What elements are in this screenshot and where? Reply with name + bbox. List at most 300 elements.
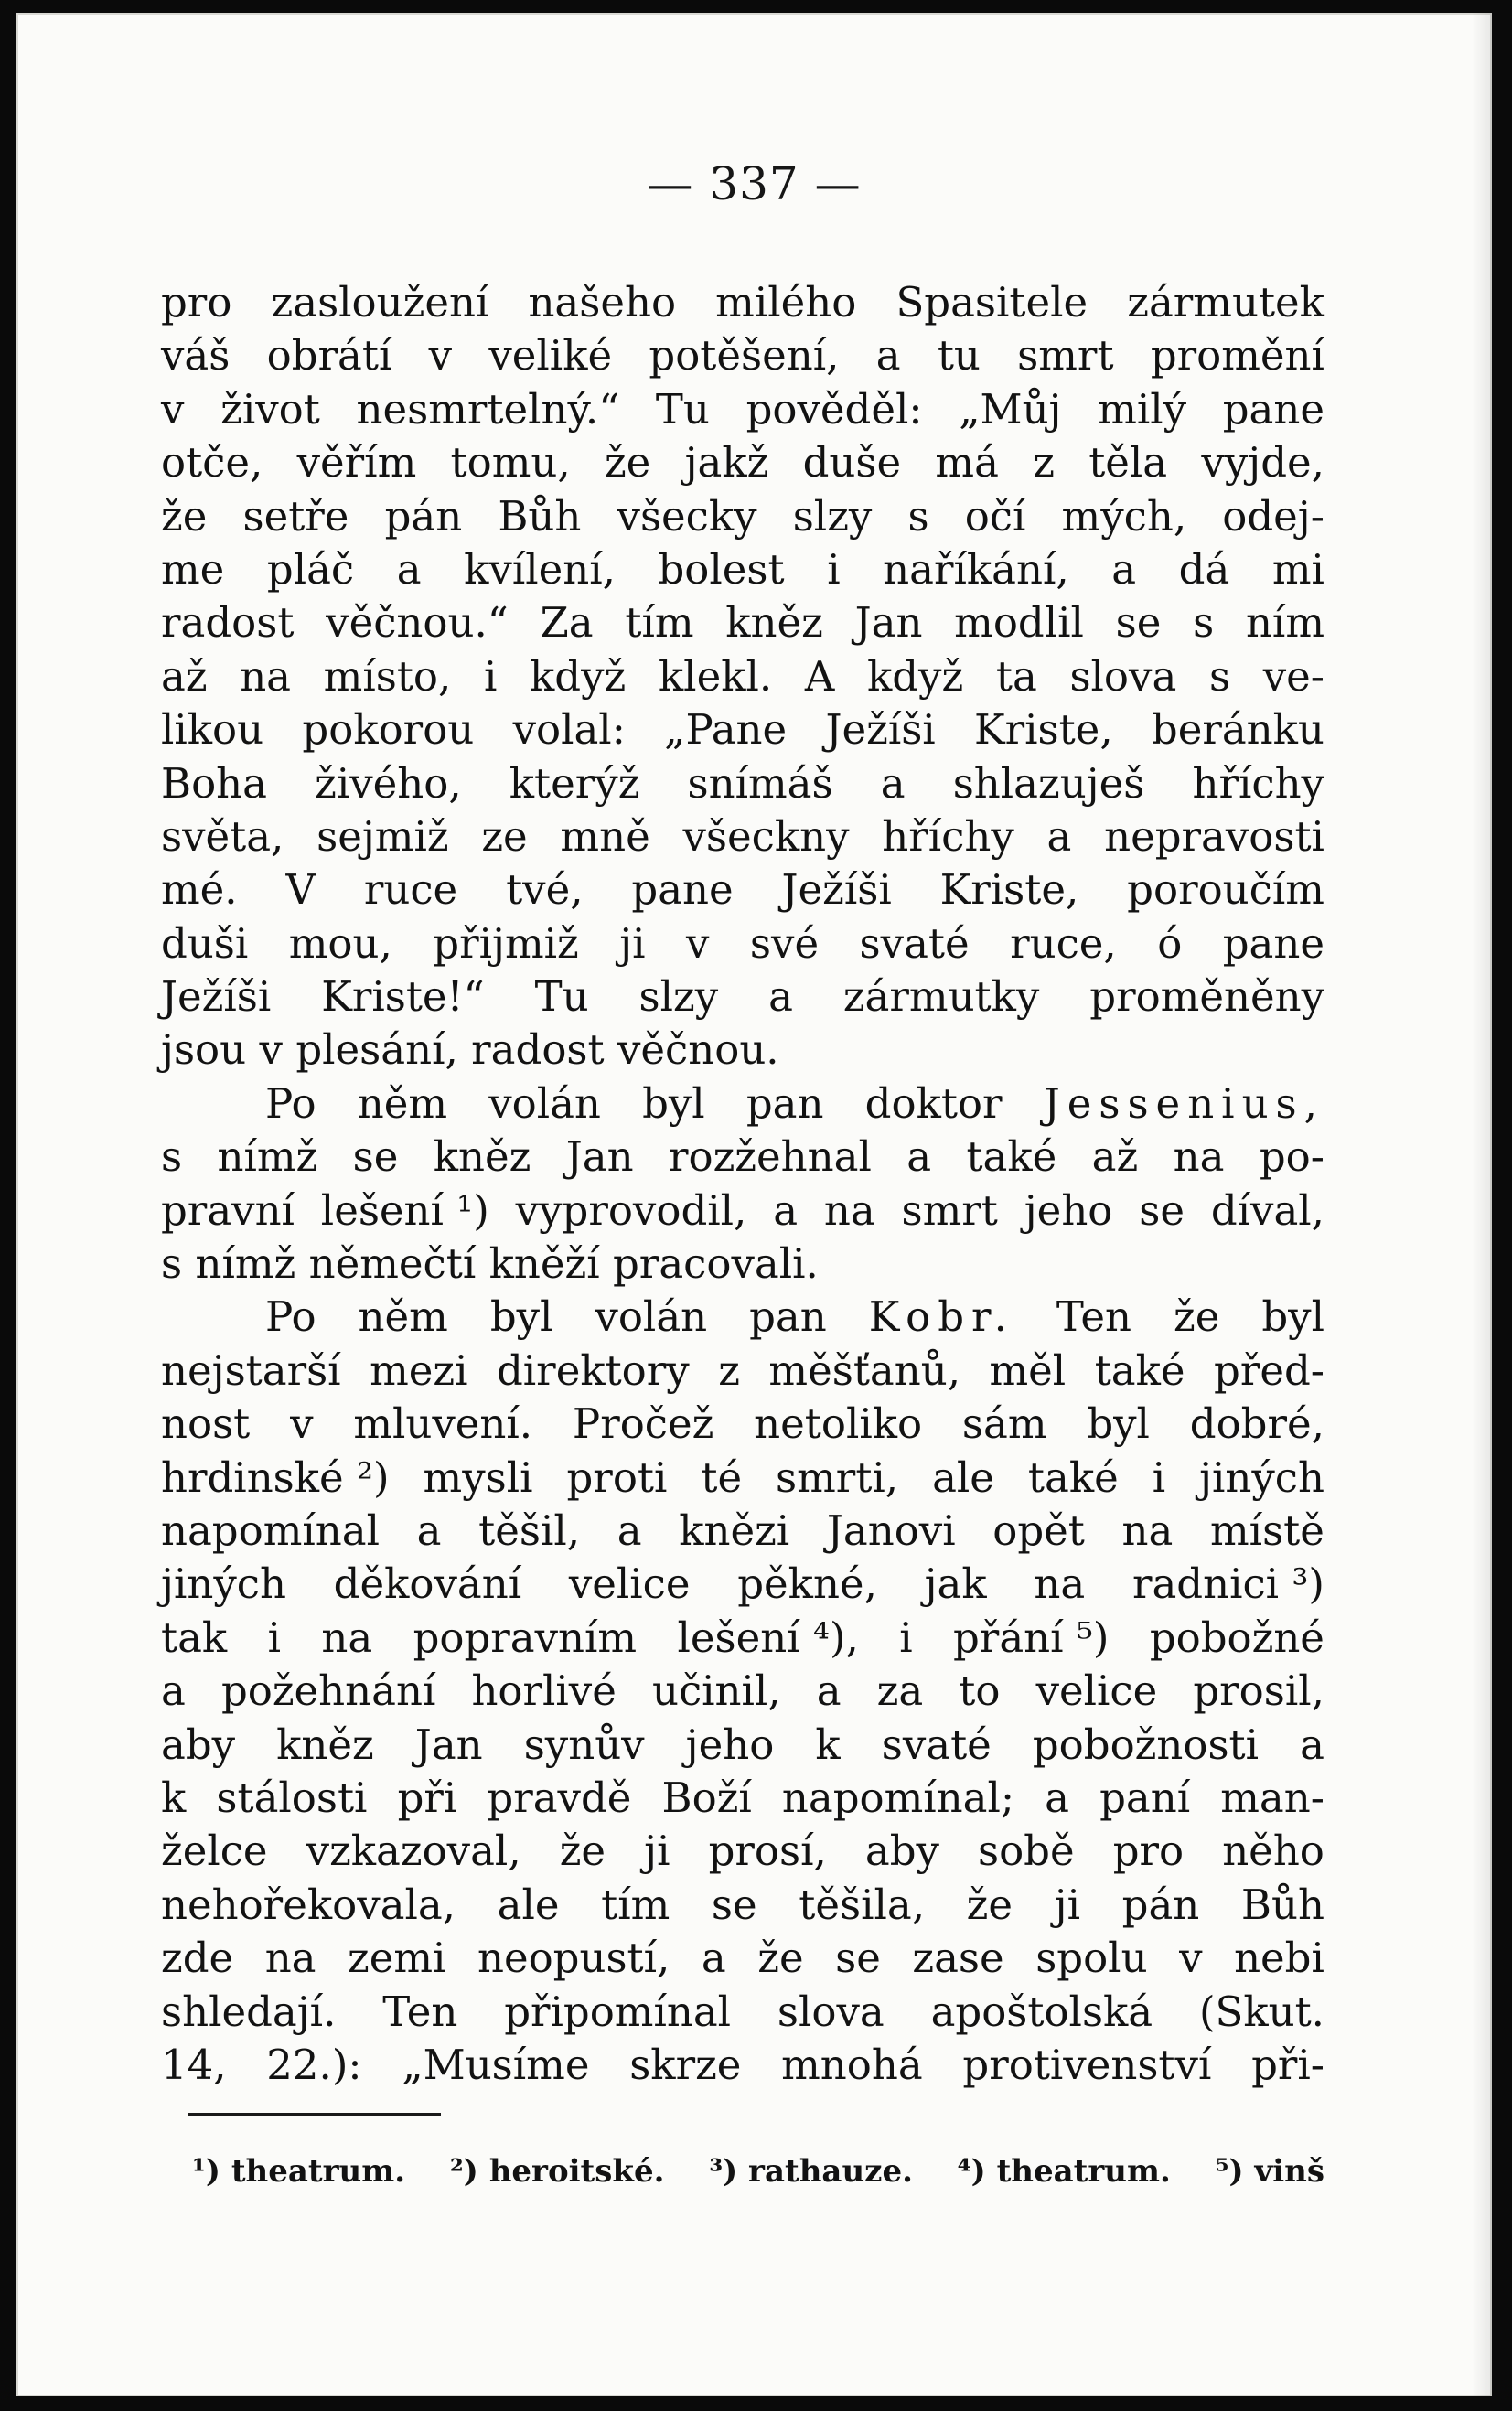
word: místě	[1210, 1506, 1324, 1555]
text-line	[161, 329, 1324, 382]
word: Kriste,	[939, 865, 1079, 915]
word: tak	[161, 1613, 228, 1662]
word: všeckny	[682, 811, 850, 861]
word: z	[718, 1345, 740, 1395]
word: a	[1111, 544, 1137, 594]
word: pokorou	[302, 705, 475, 755]
word: a	[816, 1666, 842, 1716]
word: mysli	[423, 1452, 533, 1502]
word: na	[1121, 1506, 1174, 1555]
word: věčnou.“	[326, 598, 509, 648]
word: ruce	[363, 865, 458, 915]
word: sobě	[978, 1827, 1075, 1876]
word: těšil,	[478, 1506, 581, 1555]
word: mně	[560, 811, 650, 861]
text-line	[161, 1345, 1324, 1398]
word: beránku	[1151, 705, 1324, 755]
word: i	[267, 1613, 281, 1662]
word: zasloužení	[271, 278, 489, 327]
word: pracovali.	[613, 1239, 819, 1289]
text-line	[161, 2039, 1324, 2092]
word: na	[823, 1185, 875, 1235]
word: napomínal	[161, 1506, 380, 1555]
footnotes	[192, 2153, 1324, 2190]
text-line	[161, 1719, 1324, 1772]
word: paní	[1099, 1773, 1191, 1822]
word: horlivé	[471, 1666, 617, 1716]
word: svaté	[859, 918, 970, 968]
word: opět	[992, 1506, 1085, 1555]
word: duši	[161, 918, 249, 968]
word: smrti,	[776, 1452, 899, 1502]
word: všecky	[617, 491, 757, 541]
word: pane	[1222, 918, 1324, 968]
word: svaté	[881, 1720, 992, 1769]
word: nímž	[195, 1239, 296, 1289]
text-line	[161, 1023, 1324, 1077]
word: mých,	[1061, 491, 1187, 541]
word: díval,	[1210, 1185, 1324, 1235]
word: aby	[864, 1827, 939, 1876]
word: prosil,	[1193, 1666, 1324, 1716]
word: před-	[1214, 1345, 1324, 1395]
word: a	[773, 1185, 799, 1235]
word: Janovi	[826, 1506, 956, 1555]
word: vyprovodil,	[515, 1185, 747, 1235]
word: pravní	[161, 1185, 295, 1235]
word: nesmrtelný.“	[356, 384, 620, 434]
word: odej-	[1222, 491, 1324, 541]
word: na	[1034, 1559, 1086, 1609]
word: Spasitele	[895, 278, 1088, 327]
text-line	[161, 703, 1324, 756]
word: jiných	[1199, 1452, 1324, 1502]
word: tomu,	[450, 438, 571, 488]
word: jeho	[1024, 1185, 1113, 1235]
word: aby	[161, 1720, 236, 1769]
word: má	[935, 438, 999, 488]
word: jiných	[161, 1559, 286, 1609]
word: lešení ¹)	[320, 1185, 489, 1235]
word: a	[906, 1132, 932, 1182]
text-line	[161, 1612, 1324, 1665]
word: i	[483, 651, 498, 701]
word: těšila,	[799, 1880, 926, 1929]
word: proměněny	[1089, 972, 1324, 1022]
word: až	[161, 651, 208, 701]
word: radnici ³)	[1131, 1559, 1324, 1609]
word: s	[1208, 651, 1231, 701]
word: popravním	[413, 1613, 638, 1662]
word: Kobr.	[868, 1292, 1014, 1342]
text-line	[161, 1825, 1324, 1878]
footnote-item: ⁴) theatrum.	[957, 2153, 1171, 2190]
word: „Pane	[664, 705, 788, 755]
word: přání ⁵)	[953, 1613, 1110, 1662]
word: se	[835, 1934, 881, 1983]
word: připomínal	[504, 1987, 732, 2036]
word: proti	[566, 1452, 668, 1502]
word: pan	[745, 1078, 824, 1128]
word: velice	[1035, 1666, 1158, 1716]
word: Jessenius,	[1043, 1078, 1324, 1128]
word: v	[161, 384, 185, 434]
word: stálosti	[216, 1773, 368, 1822]
word: němečtí	[308, 1239, 477, 1289]
text-line	[161, 863, 1324, 916]
word: těla	[1088, 438, 1168, 488]
word: v	[686, 918, 710, 968]
word: zase	[912, 1934, 1004, 1983]
word: mluvení.	[353, 1399, 533, 1449]
word: smrt	[901, 1185, 998, 1235]
word: velice	[568, 1559, 691, 1609]
word: slova	[777, 1987, 885, 2036]
word: něm	[357, 1078, 448, 1128]
word: když	[866, 651, 964, 701]
word: želce	[161, 1827, 268, 1876]
word: Boha	[161, 758, 267, 808]
word: Jan	[414, 1720, 483, 1769]
word: za	[876, 1666, 924, 1716]
word: té	[701, 1452, 743, 1502]
word: mi	[1271, 544, 1324, 594]
word: skrze	[629, 2040, 742, 2089]
word: dobré,	[1189, 1399, 1324, 1449]
word: dá	[1178, 544, 1230, 594]
word: to	[959, 1666, 1001, 1716]
word: klekl.	[658, 651, 773, 701]
word: nebi	[1234, 1934, 1324, 1983]
word: nejstarší	[161, 1345, 341, 1395]
word: lešení ⁴),	[677, 1613, 859, 1662]
word: Ten	[1056, 1292, 1132, 1342]
word: a	[880, 758, 906, 808]
word: pan	[749, 1292, 827, 1342]
text-line	[161, 1879, 1324, 1932]
word: shlazuješ	[952, 758, 1145, 808]
word: duše	[802, 438, 902, 488]
word: pravdě	[487, 1773, 632, 1822]
text-line	[161, 1077, 1324, 1130]
word: ale	[497, 1880, 560, 1929]
word: Boží	[661, 1773, 752, 1822]
word: Kriste,	[973, 705, 1113, 755]
word: ve-	[1262, 651, 1324, 701]
word: promění	[1150, 331, 1324, 380]
word: zármutky	[842, 972, 1040, 1022]
word: kněží	[488, 1239, 600, 1289]
word: a	[617, 1506, 642, 1555]
word: 22.):	[266, 2040, 362, 2089]
word: jsou	[161, 1025, 247, 1075]
word: apoštolská	[930, 1987, 1153, 2036]
word: něm	[358, 1292, 448, 1342]
word: veliké	[488, 331, 613, 380]
word: vyjde,	[1201, 438, 1324, 488]
word: pobožnosti	[1032, 1720, 1260, 1769]
word: s	[1193, 598, 1215, 648]
footnote-item: ⁵) vinš	[1215, 2153, 1324, 2190]
word: mnohá	[781, 2040, 923, 2089]
word: jakž	[684, 438, 769, 488]
word: na	[264, 1934, 316, 1983]
word: věčnou.	[617, 1025, 779, 1075]
word: se	[352, 1132, 399, 1182]
word: kněz	[276, 1720, 374, 1769]
word: knězi	[679, 1506, 790, 1555]
word: živého,	[315, 758, 462, 808]
word: ze	[481, 811, 528, 861]
word: že	[604, 438, 651, 488]
word: na	[1173, 1132, 1225, 1182]
word: nehořekovala,	[161, 1880, 456, 1929]
word: pro	[1112, 1827, 1185, 1876]
word: milý	[1098, 384, 1187, 434]
word: až	[1091, 1132, 1139, 1182]
text-line	[161, 917, 1324, 970]
word: Ten	[382, 1987, 458, 2036]
text-line	[161, 383, 1324, 436]
text-line	[161, 1986, 1324, 2039]
footnote-item: ¹) theatrum.	[192, 2153, 406, 2190]
book-page	[16, 13, 1492, 2396]
word: Ježíši	[825, 705, 936, 755]
word: poroučím	[1127, 865, 1324, 915]
footnote-item: ²) heroitské.	[449, 2153, 665, 2190]
word: direktory	[496, 1345, 690, 1395]
word: radost	[471, 1025, 605, 1075]
word: z	[1033, 438, 1055, 488]
word: nepravosti	[1104, 811, 1324, 861]
word: také	[1027, 1452, 1119, 1502]
word: že	[966, 1880, 1013, 1929]
word: sám	[961, 1399, 1047, 1449]
word: učinil,	[651, 1666, 781, 1716]
word: napomínal;	[781, 1773, 1015, 1822]
word: pán	[384, 491, 463, 541]
word: jeho	[685, 1720, 775, 1769]
word: a	[416, 1506, 442, 1555]
word: a	[1300, 1720, 1324, 1769]
word: ó	[1157, 918, 1183, 968]
word: k	[161, 1773, 187, 1822]
word: v	[290, 1399, 314, 1449]
word: sejmiž	[316, 811, 449, 861]
word: tu	[937, 331, 981, 380]
word: se	[1139, 1185, 1185, 1235]
word: na	[321, 1613, 373, 1662]
word: měl	[989, 1345, 1067, 1395]
text-line	[161, 596, 1324, 649]
word: a	[396, 544, 422, 594]
word: v	[1179, 1934, 1203, 1983]
word: i	[1152, 1452, 1166, 1502]
word: také	[1094, 1345, 1185, 1395]
word: slzy	[638, 972, 719, 1022]
word: Tu	[534, 972, 589, 1022]
text-line	[161, 1398, 1324, 1451]
text-line	[161, 1184, 1324, 1238]
word: a	[875, 331, 901, 380]
word: (Skut.	[1198, 1987, 1324, 2036]
text-line	[161, 1291, 1324, 1344]
word: s	[907, 491, 929, 541]
word: i	[827, 544, 841, 594]
word: Za	[540, 598, 594, 648]
text-line	[161, 1665, 1324, 1718]
body-text	[161, 276, 1324, 2092]
word: život	[220, 384, 320, 434]
word: A	[804, 651, 835, 701]
word: neopustí,	[477, 1934, 670, 1983]
word: Ježíši	[161, 972, 272, 1022]
word: pláč	[266, 544, 355, 594]
word: potěšení,	[649, 331, 840, 380]
text-line	[161, 276, 1324, 329]
word: naříkání,	[883, 544, 1069, 594]
word: že	[757, 1934, 804, 1983]
word: netoliko	[754, 1399, 923, 1449]
word: požehnání	[220, 1666, 436, 1716]
word: Ježíši	[781, 865, 892, 915]
word: a	[1046, 811, 1072, 861]
text-line	[161, 1932, 1324, 1985]
word: mezi	[370, 1345, 468, 1395]
word: děkování	[333, 1559, 522, 1609]
text-line	[161, 970, 1324, 1023]
word: volán	[488, 1078, 601, 1128]
word: Po	[265, 1292, 316, 1342]
word: Jan	[565, 1132, 634, 1182]
word: věřím	[296, 438, 417, 488]
word: nímž	[217, 1132, 318, 1182]
word: při	[397, 1773, 457, 1822]
word: 14,	[161, 2040, 227, 2089]
word: kněz	[433, 1132, 531, 1182]
word: váš	[161, 331, 231, 380]
word: me	[161, 544, 225, 594]
word: hříchy	[1192, 758, 1324, 808]
word: pán	[1121, 1880, 1200, 1929]
word: pobožné	[1149, 1613, 1324, 1662]
word: tím	[625, 598, 694, 648]
word: i	[899, 1613, 913, 1662]
text-line	[161, 757, 1324, 810]
word: našeho	[528, 278, 677, 327]
text-line	[161, 543, 1324, 596]
word: že	[1174, 1292, 1220, 1342]
word: v	[428, 331, 453, 380]
word: „Můj	[959, 384, 1062, 434]
word: a	[701, 1934, 726, 1983]
word: také	[966, 1132, 1057, 1182]
page-number: — 337 —	[647, 157, 862, 210]
text-line	[161, 650, 1324, 703]
word: zármutek	[1127, 278, 1324, 327]
word: pro	[161, 278, 232, 327]
text-line	[161, 490, 1324, 543]
word: synův	[523, 1720, 645, 1769]
word: na	[240, 651, 292, 701]
word: své	[749, 918, 820, 968]
word: když	[530, 651, 627, 701]
word: Kriste!“	[321, 972, 485, 1022]
word: ji	[619, 918, 646, 968]
word: tím	[601, 1880, 670, 1929]
word: přijmiž	[433, 918, 579, 968]
word: kterýž	[509, 758, 640, 808]
word: kněz	[725, 598, 823, 648]
word: pane	[1222, 384, 1324, 434]
word: se	[1115, 598, 1162, 648]
word: s	[161, 1239, 183, 1289]
word: V	[285, 865, 316, 915]
word: ale	[932, 1452, 994, 1502]
word: volán	[595, 1292, 708, 1342]
word: tvé,	[506, 865, 584, 915]
word: k	[815, 1720, 841, 1769]
word: pověděl:	[745, 384, 923, 434]
word: Jan	[854, 598, 923, 648]
word: volal:	[512, 705, 626, 755]
word: měšťanů,	[768, 1345, 960, 1395]
word: a	[768, 972, 793, 1022]
word: očí	[964, 491, 1026, 541]
word: plesání,	[295, 1025, 458, 1075]
text-line	[161, 436, 1324, 489]
word: „Musíme	[402, 2040, 590, 2089]
word: se	[711, 1880, 757, 1929]
word: pěkné,	[737, 1559, 877, 1609]
word: pane	[631, 865, 734, 915]
word: byl	[642, 1078, 705, 1128]
word: otče,	[161, 438, 263, 488]
word: po-	[1259, 1132, 1324, 1182]
word: snímáš	[687, 758, 833, 808]
word: byl	[1261, 1292, 1324, 1342]
word: rozžehnal	[669, 1132, 872, 1182]
word: milého	[715, 278, 857, 327]
word: ruce,	[1010, 918, 1117, 968]
word: a	[1045, 1773, 1069, 1822]
word: obrátí	[266, 331, 392, 380]
word: vzkazoval,	[306, 1827, 521, 1876]
word: při-	[1251, 2040, 1324, 2089]
word: jak	[924, 1559, 987, 1609]
word: zde	[161, 1934, 234, 1983]
word: v	[259, 1025, 283, 1075]
word: ji	[644, 1827, 670, 1876]
word: hříchy	[882, 811, 1014, 861]
word: likou	[161, 705, 264, 755]
word: doktor	[864, 1078, 1003, 1128]
text-line	[161, 1558, 1324, 1611]
word: kvílení,	[464, 544, 616, 594]
word: smrt	[1017, 331, 1114, 380]
word: modlil	[954, 598, 1084, 648]
word: nost	[161, 1399, 251, 1449]
word: Po	[265, 1078, 316, 1128]
word: setře	[242, 491, 349, 541]
text-line	[161, 1772, 1324, 1825]
text-line	[161, 810, 1324, 863]
word: Tu	[655, 384, 710, 434]
word: mou,	[288, 918, 392, 968]
word: ním	[1245, 598, 1324, 648]
word: byl	[1087, 1399, 1150, 1449]
word: hrdinské ²)	[161, 1452, 390, 1502]
